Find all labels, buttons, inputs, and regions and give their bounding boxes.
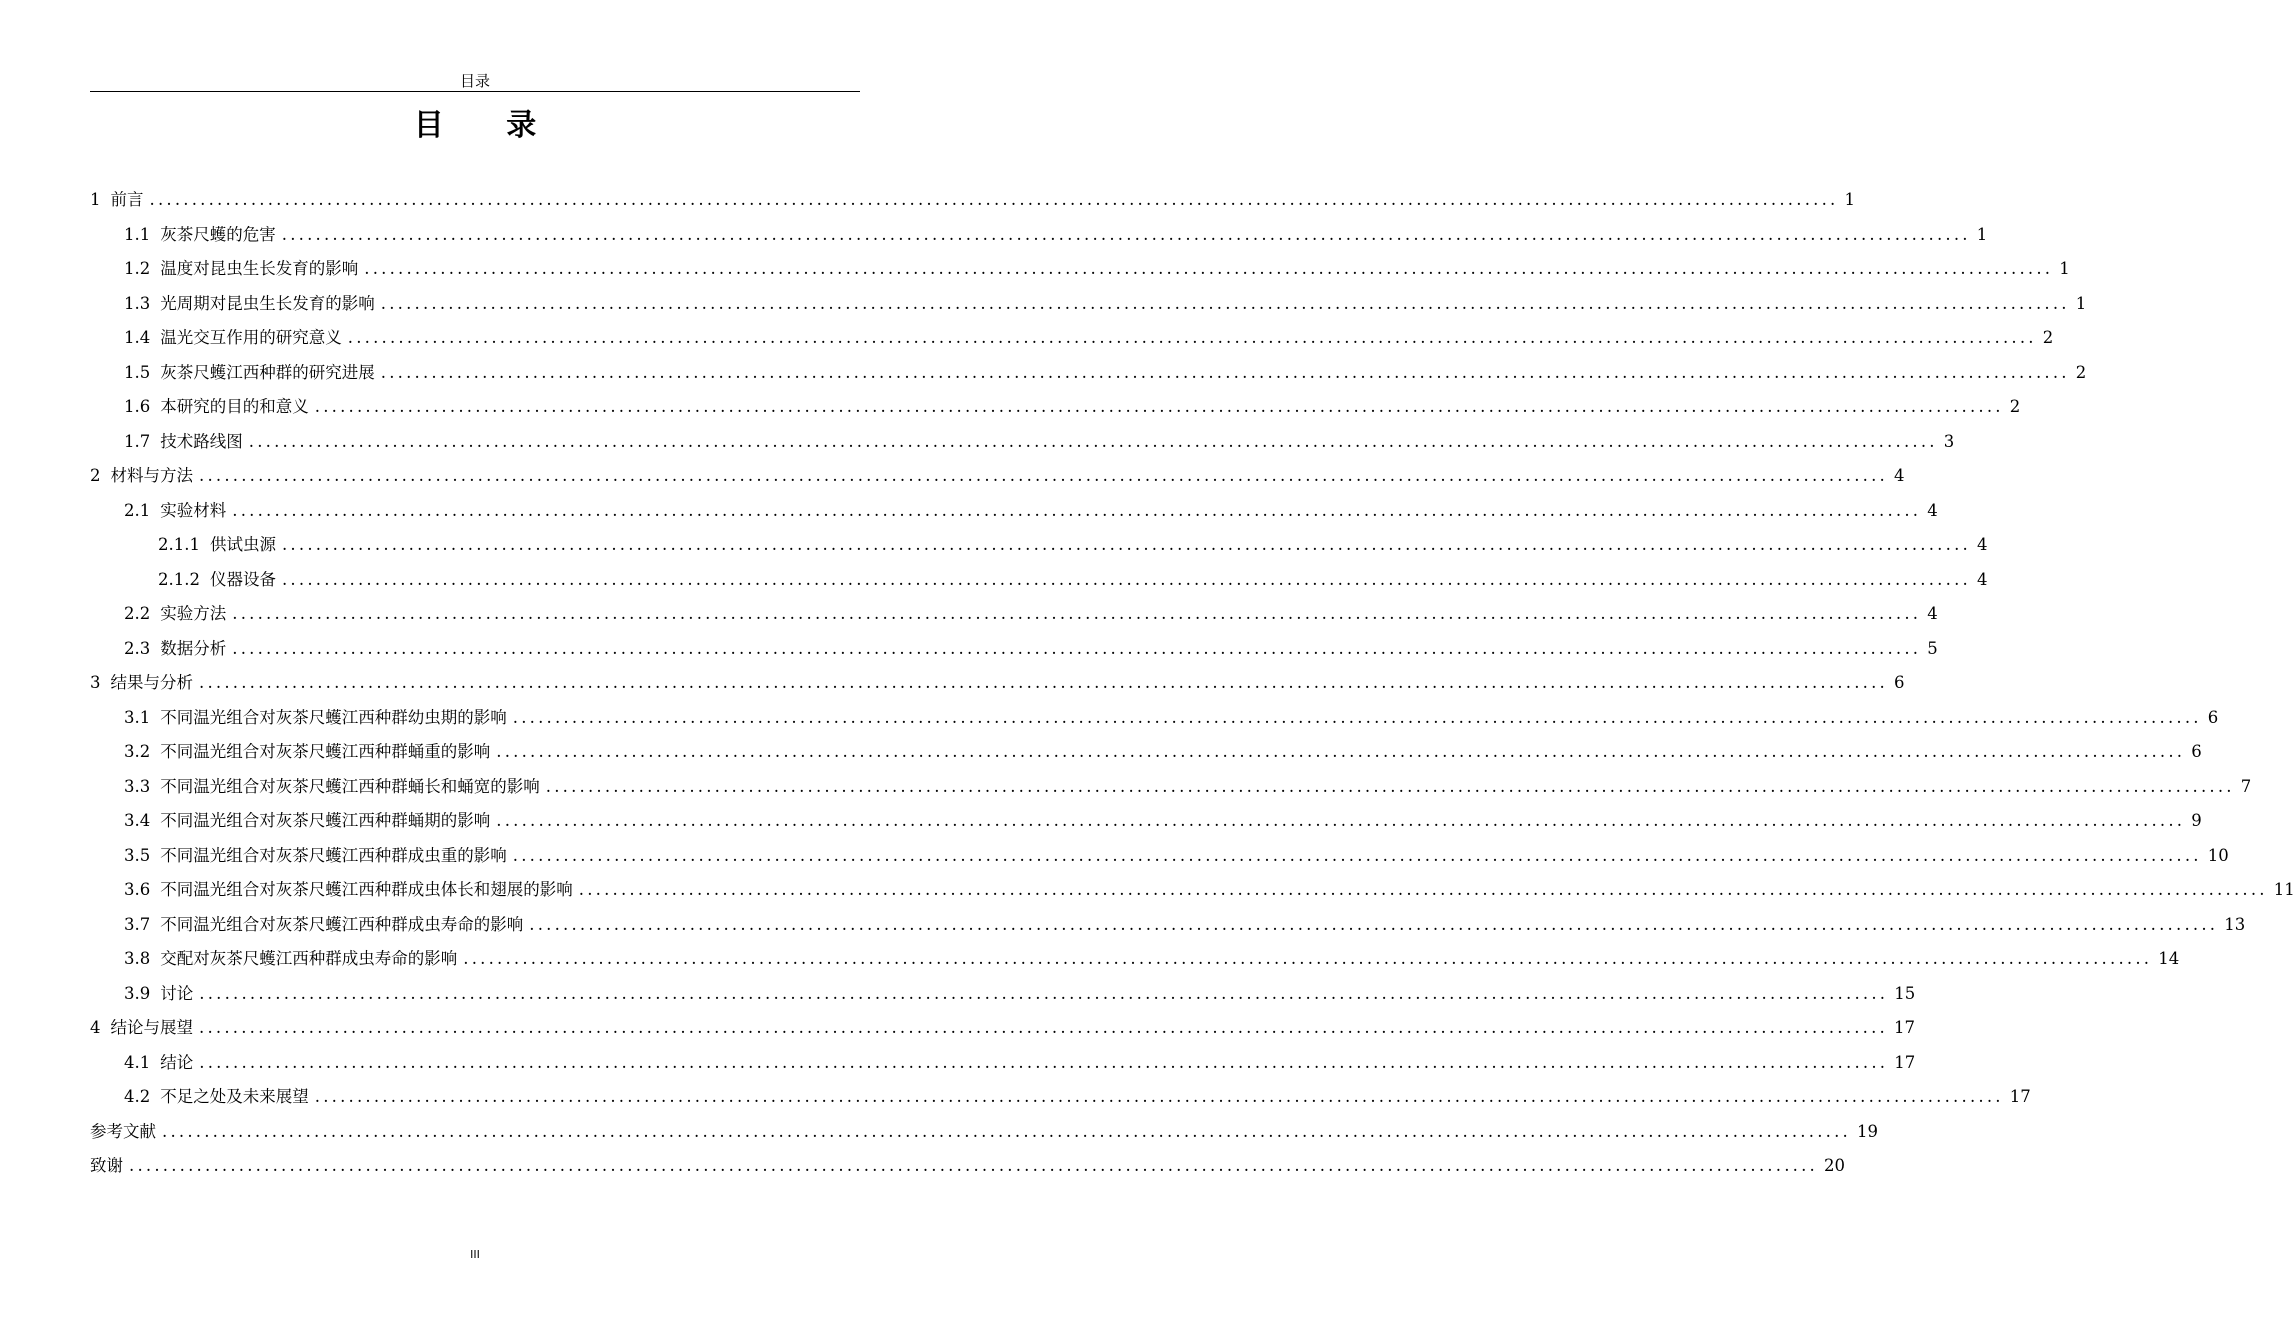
toc-entry-number: 3.4	[124, 811, 151, 830]
toc-dot-leader: ........................................................................................................................................................................................................	[281, 569, 1971, 589]
toc-entry-title: 实验方法	[160, 604, 227, 623]
toc-entry-number: 4.1	[124, 1052, 151, 1072]
toc-dot-leader: ........................................................................................................................................................................................................	[199, 1018, 1888, 1037]
toc-entry[interactable]	[90, 770, 2252, 805]
toc-entry-title: 参考文献	[90, 1121, 156, 1141]
toc-dot-leader: ........................................................................................................................................................................................................	[529, 914, 2219, 934]
toc-entry-page: 1	[1976, 224, 1988, 244]
toc-entry-number: 3.9	[124, 983, 151, 1003]
toc-entry-number: 2	[90, 466, 101, 485]
toc-dot-leader: ........................................................................................................................................................................................................	[314, 1087, 2004, 1106]
toc-entry-page: 10	[2207, 845, 2229, 865]
toc-dot-leader: ........................................................................................................................................................................................................	[248, 431, 1938, 451]
toc-entry[interactable]	[90, 494, 1938, 529]
toc-entry-number: 2.1.1	[158, 535, 200, 554]
toc-entry-page: 4	[1976, 535, 1988, 554]
toc-entry[interactable]	[90, 218, 1988, 253]
toc-dot-leader: ........................................................................................................................................................................................................	[380, 293, 2070, 313]
toc-entry-number: 1.4	[124, 328, 151, 347]
page-title: 目 录	[413, 108, 563, 143]
toc-dot-leader: ........................................................................................................................................................................................................	[380, 362, 2070, 382]
toc-entry-title: 温光交互作用的研究意义	[160, 328, 342, 347]
toc-entry[interactable]	[90, 183, 1855, 218]
toc-entry-title: 温度对昆虫生长发育的影响	[160, 259, 359, 278]
toc-entry[interactable]	[90, 666, 1905, 701]
toc-dot-leader: ........................................................................................................................................................................................................	[512, 707, 2202, 727]
toc-entry-number: 2.1	[124, 500, 151, 520]
toc-entry-page: 2	[2075, 362, 2087, 382]
toc-entry[interactable]	[90, 804, 2202, 839]
toc-entry-number: 3.7	[124, 914, 151, 934]
toc-dot-leader: ........................................................................................................................................................................................................	[281, 224, 1971, 244]
toc-entry-number: 1.5	[124, 362, 151, 382]
toc-entry-page: 1	[1844, 190, 1855, 209]
toc-entry-number: 1.3	[124, 293, 151, 313]
toc-entry-number: 3.3	[124, 776, 151, 796]
toc-entry-title: 材料与方法	[110, 466, 193, 485]
toc-dot-leader: ........................................................................................................................................................................................................	[314, 397, 2004, 416]
toc-entry[interactable]	[90, 459, 1905, 494]
toc-entry[interactable]	[90, 839, 2229, 874]
toc-entry-title: 不同温光组合对灰茶尺蠖江西种群幼虫期的影响	[160, 707, 507, 727]
table-of-contents	[90, 183, 2295, 1184]
toc-entry-number: 1.7	[124, 431, 151, 451]
toc-entry[interactable]	[90, 287, 2087, 322]
toc-entry-page: 1	[2075, 293, 2087, 313]
toc-entry-title: 不足之处及未来展望	[160, 1087, 309, 1106]
toc-entry-title: 光周期对昆虫生长发育的影响	[160, 293, 375, 313]
toc-dot-leader: ........................................................................................................................................................................................................	[463, 949, 2153, 968]
toc-entry-page: 2	[2009, 397, 2021, 416]
running-header: 目录	[459, 72, 490, 90]
toc-dot-leader: ........................................................................................................................................................................................................	[199, 673, 1888, 692]
toc-dot-leader: ........................................................................................................................................................................................................	[512, 845, 2202, 865]
toc-entry-page: 14	[2158, 949, 2180, 968]
toc-entry-number: 4	[90, 1018, 101, 1037]
toc-entry-page: 20	[1823, 1156, 1845, 1175]
toc-entry[interactable]	[90, 1011, 1915, 1046]
toc-entry-title: 供试虫源	[209, 535, 276, 554]
toc-entry-number: 1.6	[124, 397, 151, 416]
toc-entry[interactable]	[90, 528, 1988, 563]
toc-entry-number: 2.3	[124, 638, 151, 658]
toc-dot-leader: ........................................................................................................................................................................................................	[199, 1052, 1889, 1072]
toc-entry-title: 不同温光组合对灰茶尺蠖江西种群蛹重的影响	[160, 742, 491, 761]
toc-dot-leader: ........................................................................................................................................................................................................	[199, 466, 1888, 485]
toc-entry-page: 6	[2191, 742, 2202, 761]
toc-entry[interactable]	[90, 1080, 2031, 1115]
toc-entry-title: 灰茶尺蠖的危害	[160, 224, 276, 244]
toc-entry-page: 6	[1893, 673, 1905, 692]
toc-entry[interactable]	[90, 632, 1938, 667]
toc-entry-number: 3.5	[124, 845, 151, 865]
toc-entry-page: 3	[1943, 431, 1955, 451]
toc-entry[interactable]	[90, 873, 2295, 908]
toc-entry-number: 3.8	[124, 949, 151, 968]
toc-dot-leader: ........................................................................................................................................................................................................	[496, 811, 2186, 830]
toc-entry-number: 3.1	[124, 707, 151, 727]
toc-entry-number: 2.1.2	[158, 569, 200, 589]
toc-entry[interactable]	[90, 356, 2087, 391]
header-divider	[90, 91, 860, 92]
toc-dot-leader: ........................................................................................................................................................................................................	[149, 190, 1839, 209]
toc-entry-number: 1.2	[124, 259, 151, 278]
toc-dot-leader: ........................................................................................................................................................................................................	[347, 328, 2037, 347]
toc-entry-title: 讨论	[160, 983, 194, 1003]
toc-entry[interactable]	[90, 977, 1916, 1012]
toc-entry-page: 17	[1894, 1052, 1916, 1072]
toc-entry-title: 交配对灰茶尺蠖江西种群成虫寿命的影响	[160, 949, 458, 968]
toc-dot-leader: ........................................................................................................................................................................................................	[232, 638, 1922, 658]
toc-dot-leader: ........................................................................................................................................................................................................	[129, 1156, 1818, 1175]
toc-entry[interactable]	[90, 735, 2202, 770]
toc-entry[interactable]	[90, 425, 1955, 460]
toc-entry-number: 1	[90, 190, 101, 209]
toc-entry-title: 不同温光组合对灰茶尺蠖江西种群蛹长和蛹宽的影响	[160, 776, 540, 796]
toc-entry[interactable]	[90, 1046, 1916, 1081]
toc-dot-leader: ........................................................................................................................................................................................................	[232, 604, 1922, 623]
toc-entry-title: 技术路线图	[160, 431, 243, 451]
toc-entry-page: 7	[2240, 776, 2252, 796]
toc-entry-title: 结论与展望	[110, 1018, 193, 1037]
toc-entry-page: 13	[2224, 914, 2246, 934]
toc-entry[interactable]	[90, 252, 2070, 287]
toc-entry-page: 11	[2273, 880, 2295, 899]
toc-entry-title: 不同温光组合对灰茶尺蠖江西种群成虫体长和翅展的影响	[160, 880, 573, 899]
toc-dot-leader: ........................................................................................................................................................................................................	[162, 1121, 1851, 1141]
toc-entry[interactable]	[90, 942, 2180, 977]
toc-entry[interactable]	[90, 908, 2246, 943]
toc-entry-title: 实验材料	[160, 500, 227, 520]
toc-entry-page: 15	[1894, 983, 1916, 1003]
toc-entry-title: 本研究的目的和意义	[160, 397, 309, 416]
toc-entry-page: 5	[1927, 638, 1938, 658]
toc-entry-page: 4	[1976, 569, 1988, 589]
toc-entry-title: 致谢	[90, 1156, 123, 1175]
toc-entry-page: 6	[2207, 707, 2219, 727]
toc-entry-number: 3.6	[124, 880, 151, 899]
toc-entry[interactable]	[90, 597, 1938, 632]
toc-dot-leader: ........................................................................................................................................................................................................	[281, 535, 1971, 554]
toc-entry-page: 4	[1927, 500, 1938, 520]
toc-entry-title: 不同温光组合对灰茶尺蠖江西种群成虫重的影响	[160, 845, 507, 865]
toc-entry[interactable]	[90, 701, 2219, 736]
toc-entry[interactable]	[90, 563, 1988, 598]
toc-entry-title: 不同温光组合对灰茶尺蠖江西种群成虫寿命的影响	[160, 914, 524, 934]
toc-entry-page: 17	[1893, 1018, 1915, 1037]
toc-entry-page: 2	[2042, 328, 2054, 347]
toc-entry-title: 不同温光组合对灰茶尺蠖江西种群蛹期的影响	[160, 811, 491, 830]
page-number: III	[470, 1248, 480, 1261]
toc-entry-page: 4	[1927, 604, 1938, 623]
toc-dot-leader: ........................................................................................................................................................................................................	[496, 742, 2186, 761]
toc-entry-title: 结果与分析	[110, 673, 193, 692]
toc-entry-page: 9	[2191, 811, 2202, 830]
toc-entry-page: 1	[2059, 259, 2070, 278]
toc-entry-number: 4.2	[124, 1087, 151, 1106]
toc-entry[interactable]	[90, 1115, 1878, 1150]
toc-dot-leader: ........................................................................................................................................................................................................	[364, 259, 2054, 278]
toc-entry-number: 3.2	[124, 742, 151, 761]
toc-entry-number: 1.1	[124, 224, 151, 244]
toc-entry[interactable]	[90, 1149, 1845, 1184]
toc-entry-page: 4	[1893, 466, 1905, 485]
toc-entry-title: 数据分析	[160, 638, 227, 658]
toc-entry[interactable]	[90, 390, 2021, 425]
toc-entry-page: 19	[1856, 1121, 1878, 1141]
toc-entry-title: 仪器设备	[209, 569, 276, 589]
toc-entry-title: 灰茶尺蠖江西种群的研究进展	[160, 362, 375, 382]
toc-dot-leader: ........................................................................................................................................................................................................	[578, 880, 2268, 899]
toc-entry[interactable]	[90, 321, 2054, 356]
toc-dot-leader: ........................................................................................................................................................................................................	[199, 983, 1889, 1003]
toc-entry-number: 3	[90, 673, 101, 692]
toc-dot-leader: ........................................................................................................................................................................................................	[232, 500, 1922, 520]
toc-entry-title: 前言	[110, 190, 144, 209]
toc-entry-number: 2.2	[124, 604, 151, 623]
toc-dot-leader: ........................................................................................................................................................................................................	[545, 776, 2235, 796]
toc-entry-title: 结论	[160, 1052, 194, 1072]
toc-entry-page: 17	[2009, 1087, 2031, 1106]
